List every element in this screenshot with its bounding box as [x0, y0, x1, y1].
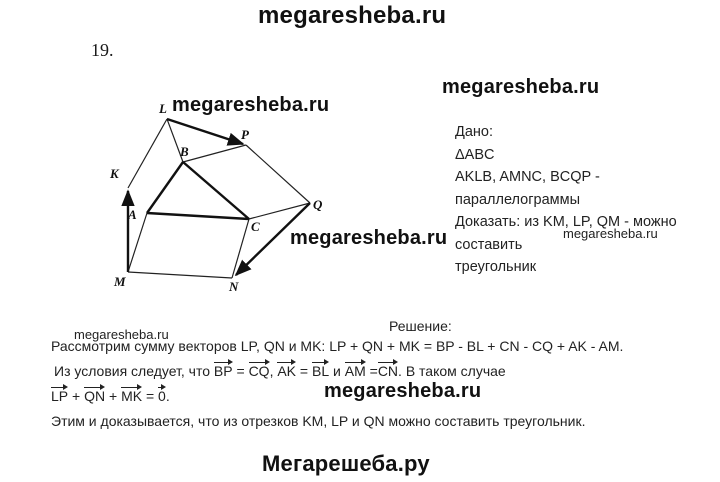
solution-line3: LP + QN + MK = 0.: [51, 388, 170, 404]
watermark-top: megaresheba.ru: [258, 2, 447, 29]
given-prove-line2: составить: [455, 236, 523, 253]
vector-lp: LP: [51, 388, 69, 404]
watermark-small-left: megaresheba.ru: [74, 327, 169, 342]
vector-qn: QN: [84, 388, 106, 404]
given-prove-line3: треугольник: [455, 259, 537, 275]
given-triangle: ΔABC: [455, 146, 495, 163]
label-P: P: [241, 127, 249, 142]
triangle-side-BA: [147, 162, 183, 213]
solution-line2: Из условия следует, что BP = CQ, AK = BL и AM =CN. В таком случае: [54, 363, 506, 379]
given-heading: Дано:: [455, 124, 493, 140]
vector-mk: MK: [121, 388, 143, 404]
label-L: L: [159, 101, 167, 116]
vector-cn: CN: [377, 363, 399, 379]
solution-heading: Решение:: [389, 318, 452, 334]
edge-KL: [128, 119, 167, 188]
label-N: N: [229, 279, 239, 294]
line2-prefix: Из условия следует, что: [54, 363, 211, 379]
given-prove-line1: Доказать: из KM, LP, QM - можно: [455, 214, 677, 230]
problem-number: 19.: [91, 40, 114, 60]
watermark-mid-right: megaresheba.ru: [442, 76, 600, 98]
label-C: C: [251, 219, 260, 234]
watermark-small-right: megaresheba.ru: [563, 226, 658, 241]
given-block: [455, 121, 677, 279]
edge-MN: [128, 272, 232, 278]
vector-bp: BP: [213, 363, 233, 379]
vector-bl: BL: [312, 363, 330, 379]
vector-LP: [167, 119, 243, 144]
vector-zero: 0: [158, 388, 166, 404]
edge-PQ: [246, 145, 310, 203]
label-M: M: [114, 274, 126, 289]
given-parallelograms-word: параллелограммы: [455, 191, 581, 208]
line2-suffix: . В таком случае: [398, 363, 506, 379]
label-B: B: [180, 144, 189, 159]
solution-line4: Этим и доказывается, что из отрезков KM, LP и QN можно составить треугольник.: [51, 413, 586, 429]
solution-line1: Рассмотрим сумму векторов LP, QN и MK: LP + QN + MK = BP - BL + CN - CQ + AK - AM.: [51, 338, 624, 354]
triangle-side-AC: [147, 213, 249, 219]
label-K: K: [110, 166, 119, 181]
triangle-side-BC: [183, 162, 249, 219]
watermark-over-figure: megaresheba.ru: [172, 94, 330, 116]
watermark-mid-center: megaresheba.ru: [290, 227, 448, 249]
vector-am: AM: [344, 363, 366, 379]
vector-ak: AK: [277, 363, 297, 379]
vector-cq: CQ: [248, 363, 270, 379]
watermark-bottom: Мегарешеба.ру: [262, 451, 430, 476]
watermark-lower-center: megaresheba.ru: [324, 380, 482, 402]
vector-QN: [236, 203, 310, 275]
given-parallelograms: AKLB, AMNC, BCQP -: [455, 169, 600, 185]
label-A: A: [128, 207, 137, 222]
label-Q: Q: [313, 197, 323, 212]
edge-BP: [183, 145, 246, 162]
